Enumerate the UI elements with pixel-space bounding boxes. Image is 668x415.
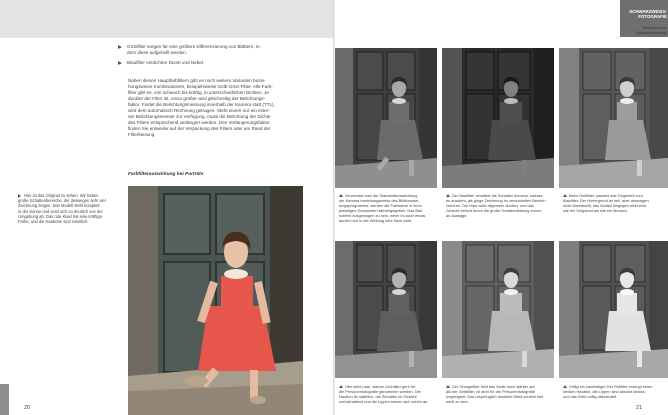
body-line: finden Sie entweder auf der Verpackung des Filters oder am Rand der: [128, 126, 271, 132]
caption-line: Gesicht verliert durch die große Schattenbildung enorm: [446, 208, 542, 213]
caption-red-filter: [563, 384, 663, 399]
caption-line: es aussieht, als ginge Zeichnung im verdunkelten Bereich: [446, 198, 546, 203]
caption-green-filter: [339, 384, 439, 404]
body-line: dunkler der Filter ist, umso größer wird gleichzeitig der Belichtungs-: [128, 96, 266, 102]
caption-line: Beim Gelbfilter passiert das Gegenteil vom: [569, 193, 643, 198]
body-line: faktor. Findet die Belichtungsmessung innerhalb der Kamera statt (TTL),: [128, 102, 275, 108]
bw-photo-red-filter: [559, 241, 668, 378]
caption-line: ungeeignet. Das ursprünglich dunklere Kleid scheint hier: [446, 394, 544, 399]
bullet-item: [118, 60, 318, 66]
caption-standard: [339, 193, 439, 223]
caption-line: in der Sonne und setzt sich so deutlich von der: [18, 208, 103, 214]
page-edge-marker: [0, 384, 9, 415]
caption-line: Blaufilter. Der Hintergrund ist hell, aber deswegen: [563, 198, 649, 203]
section-subtitle-line: Bildaufzeichnung: [636, 30, 666, 35]
page-number-right: 21: [636, 405, 643, 411]
bw-photo-blue-filter: [442, 48, 554, 188]
caption-orange-filter: [446, 384, 556, 404]
caption-line: und das Kleid völlig überstrahlt.: [563, 394, 618, 399]
caption-line: weiß zu sein.: [446, 399, 469, 404]
caption-line: an Aussage.: [446, 213, 468, 218]
caption-line: Hautton ist natürlich, die Schatten im Gesicht: [339, 394, 417, 399]
body-line: wird dem automatisch Rechnung getragen. Steht einem nur ein exter-: [128, 108, 270, 114]
bw-photo-orange-filter: [442, 241, 554, 378]
bullet-triangle-icon: [118, 45, 122, 49]
caption-line: Zeichnung zeigen. Das Modell steht komplett: [18, 203, 100, 209]
caption-line: Völlig ein nachteiliger Der Rotfilter erzeugt einen: [569, 384, 653, 389]
caption-line: verloren. Die Haut wirkt allgemein dunkler, und das: [446, 203, 534, 208]
bullet-line: Blaufilter verdichten Dunst und Nebel.: [127, 60, 205, 65]
caption-blue-filter: [446, 193, 556, 218]
caption-line: dunkel und in der Wirkung sehr flach wirkt.: [339, 218, 413, 223]
original-color-photo: [128, 186, 303, 415]
caption-line: Hier sieht man, warum Grünfilter gern für: [345, 384, 416, 389]
caption-line: weißen Hautton, die Lippen sind absolut farblos: [563, 389, 645, 394]
section-subtitle: [614, 25, 666, 35]
bw-photo-green-filter: [335, 241, 437, 378]
section-title: [623, 9, 667, 19]
caption-yellow-filter: [563, 193, 668, 213]
caption-line: Verwendet man die Standardumwandlung: [345, 193, 418, 198]
section-title-line: SCHWARZWEISS-: [629, 9, 667, 14]
caption-line: zurückhaltend und die Lippen setzen sich schön ab.: [339, 399, 429, 404]
body-line: Filterfassung.: [128, 132, 156, 138]
caption-line: als der Gelbfilter, ist aber für die Personenfotografie: [446, 389, 535, 394]
original-caption: [18, 193, 120, 224]
bullet-triangle-icon: [118, 61, 122, 65]
caption-line: Der Orangefilter hellt das Motiv noch stärker auf: [452, 384, 535, 389]
section-title-line: FOTOGRAFIE: [638, 14, 667, 20]
caption-line: der Kamera beziehungsweise des Bildbearbei-: [339, 198, 420, 203]
body-line: Neben diesen Hauptfarbfiltern gibt es noch weitere Varianten bezie-: [128, 78, 266, 83]
body-line: ner Belichtungsmesser zur Verfügung, muss die Belichtung der Dichte: [128, 114, 271, 120]
bullet-line: Grünfilter sorgen für eine größere Differenzierung von Blättern, in-: [127, 44, 261, 49]
body-line: filter gibt es, von schwach bis kräftig, in unterschiedlichen Dichten. Je: [128, 90, 269, 96]
bullet-list: [118, 44, 318, 70]
section-subtitle-line: Monochrome: [643, 25, 666, 30]
subheading: Farbfilterauswirkung bei Porträts: [128, 172, 204, 177]
caption-line: nicht überstrahlt, das Modell hingegen wirkt eher: [563, 203, 647, 208]
caption-line: Farbe, und die Hauttöne sind natürlich.: [18, 219, 89, 225]
caption-line: wie ein Gespenst als wie ein Mensch.: [563, 208, 628, 213]
page-number-left: 20: [24, 405, 31, 411]
caption-line: große Schattenbereiche, die deswegen sehr viel: [18, 198, 106, 204]
caption-line: die Personenfotografie genommen werden. Der: [339, 389, 421, 394]
caption-line: scheint ausgewogen zu sein, wenn es auch etwas: [339, 213, 426, 218]
bw-photo-standard: [335, 48, 437, 188]
caption-line: Hier ist das Original zu sehen. Wir haben: [24, 193, 99, 198]
body-line: hungsweise Kombinationen, beispielsweise Gelb-Grün-Filter. Alle Farb-: [128, 84, 273, 90]
caption-line: Umgebung ab. Das rote Kleid hat eine kräftige: [18, 213, 102, 219]
caption-line: Der Blaufilter verstärkt die Schatten immens, sodass: [452, 193, 543, 198]
caption-line: jeweiligen Grauwerten wiedergegeben. Das Bild: [339, 208, 422, 213]
bullet-line: dem diese aufgehellt werden.: [127, 50, 188, 55]
body-paragraph: [128, 78, 318, 138]
body-line: des Filters entsprechend verlängert werden. Den Verlängerungsfaktor: [128, 120, 270, 126]
bullet-item: [118, 44, 318, 56]
bw-photo-yellow-filter: [559, 48, 668, 188]
caption-line: tungsprogramms, werden die Farbwerte in ihren: [339, 203, 422, 208]
top-band: [0, 0, 334, 38]
